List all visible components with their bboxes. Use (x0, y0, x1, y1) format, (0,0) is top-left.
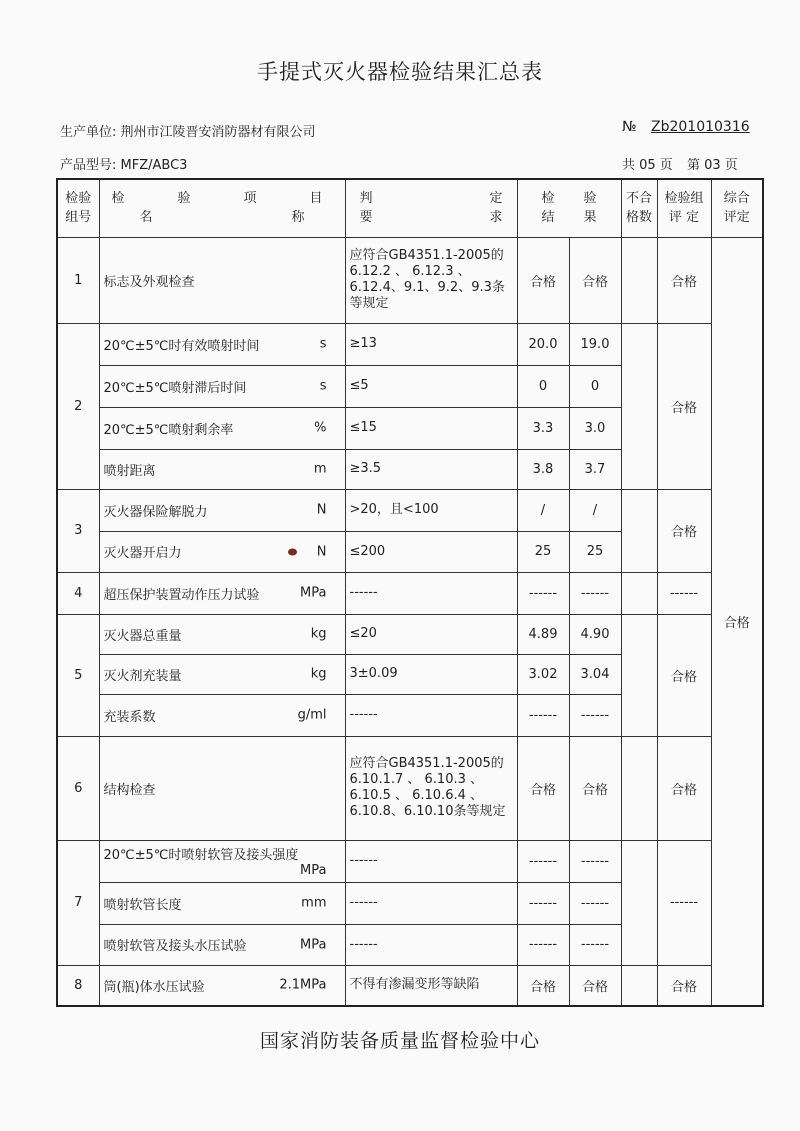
result-sample-1: ------ (517, 840, 569, 882)
group-number: 4 (57, 572, 99, 614)
table-row (57, 237, 763, 323)
group-number: 3 (57, 489, 99, 572)
requirement: >20，且<100 (345, 489, 517, 531)
result-sample-2: 19.0 (569, 323, 621, 365)
result-sample-1: 合格 (517, 965, 569, 1006)
result-sample-1: 合格 (517, 237, 569, 323)
result-sample-1: / (517, 489, 569, 531)
result-sample-2: 4.90 (569, 614, 621, 654)
group-number: 8 (57, 965, 99, 1006)
item-unit: g/ml (297, 707, 327, 723)
item-unit: MPa (300, 585, 327, 601)
nonconforming-count (621, 237, 657, 323)
result-sample-1: 4.89 (517, 614, 569, 654)
requirement: ------ (345, 694, 517, 736)
item-unit: % (314, 420, 327, 436)
result-sample-1: 合格 (517, 736, 569, 840)
item-unit: m (313, 461, 327, 477)
producer-name: 荆州市江陵晋安消防器材有限公司 (120, 125, 316, 140)
item-name (99, 572, 345, 614)
item-name (99, 924, 345, 965)
result-sample-1: 3.8 (517, 449, 569, 489)
group-number: 7 (57, 840, 99, 965)
table-row (57, 323, 763, 365)
requirement: 应符合GB4351.1-2005的6.12.2 、 6.12.3 、6.12.4、9.1、9.2、9.3条等规定 (345, 237, 517, 323)
group-evaluation: ------ (657, 840, 711, 965)
ink-blot (288, 548, 297, 555)
item-unit: N (316, 544, 327, 559)
producer-line (60, 121, 316, 140)
item-label: 灭火器开启力 (103, 546, 182, 561)
model-label: 产品型号: (60, 158, 117, 173)
item-name (99, 531, 345, 572)
report-title: 手提式灭火器检验结果汇总表 (257, 60, 543, 84)
item-unit: kg (310, 666, 327, 682)
item-name (99, 365, 345, 407)
item-unit: s (319, 378, 327, 394)
result-sample-2: 合格 (569, 736, 621, 840)
header-overall: 综合 评定 (711, 179, 763, 237)
group-evaluation: 合格 (657, 614, 711, 736)
requirement: ------ (345, 924, 517, 965)
group-number: 2 (57, 323, 99, 489)
item-unit: s (319, 336, 327, 352)
item-unit: N (316, 502, 327, 518)
result-sample-2: ------ (569, 882, 621, 924)
item-name (99, 407, 345, 449)
requirement: ≥13 (345, 323, 517, 365)
item-label: 喷射距离 (103, 463, 156, 479)
item-name (99, 449, 345, 489)
result-sample-1: ------ (517, 882, 569, 924)
result-sample-2: ------ (569, 924, 621, 965)
number-value: Zb201010316 (651, 119, 750, 135)
result-sample-2: ------ (569, 572, 621, 614)
item-label: 灭火器保险解脱力 (103, 504, 208, 520)
requirement: 3±0.09 (345, 654, 517, 694)
table-row (57, 840, 763, 882)
result-sample-2: 合格 (569, 965, 621, 1006)
requirement: ≤15 (345, 407, 517, 449)
table-row (57, 614, 763, 654)
page-number: 第 03 页 (686, 158, 738, 173)
item-name (99, 614, 345, 654)
page-count: 共 05 页 (622, 158, 673, 173)
result-sample-2: 合格 (569, 237, 621, 323)
requirement: ≤5 (345, 365, 517, 407)
result-sample-2: 3.7 (569, 449, 621, 489)
header-item-name: 检 验 项 目 名 称 (99, 179, 345, 237)
item-name (99, 965, 345, 1006)
requirement: ------ (345, 572, 517, 614)
group-evaluation: 合格 (657, 489, 711, 572)
requirement: 不得有渗漏变形等缺陷 (345, 965, 517, 1006)
requirement: 应符合GB4351.1-2005的6.10.1.7 、 6.10.3 、6.10.5 、 6.10.6.4 、6.10.8、6.10.10条等规定 (345, 736, 517, 840)
item-label: 20℃±5℃时喷射软管及接头强度 (103, 848, 299, 863)
item-name (99, 323, 345, 365)
overall-evaluation: 合格 (711, 237, 763, 1006)
result-sample-2: 3.0 (569, 407, 621, 449)
table-row (57, 965, 763, 1006)
item-name (99, 882, 345, 924)
header-group-eval: 检验组 评 定 (657, 179, 711, 237)
table-row (57, 736, 763, 840)
group-number: 6 (57, 736, 99, 840)
nonconforming-count (621, 323, 657, 489)
producer-label: 生产单位: (60, 125, 117, 140)
item-unit: mm (301, 895, 327, 911)
header-row (57, 179, 763, 237)
item-name (99, 694, 345, 736)
group-number: 1 (57, 237, 99, 323)
group-evaluation: 合格 (657, 965, 711, 1006)
item-name (99, 736, 345, 840)
nonconforming-count (621, 840, 657, 965)
results-table (56, 178, 764, 1007)
result-sample-2: 25 (569, 531, 621, 572)
group-number: 5 (57, 614, 99, 736)
nonconforming-count (621, 614, 657, 736)
result-sample-1: 3.02 (517, 654, 569, 694)
item-label: 20℃±5℃喷射滞后时间 (103, 380, 247, 396)
footer-org: 国家消防装备质量监督检验中心 (259, 1030, 540, 1052)
header-result: 检 验 结 果 (517, 179, 621, 237)
item-name (99, 654, 345, 694)
item-label: 20℃±5℃时有效喷射时间 (103, 338, 260, 354)
item-label: 喷射软管及接头水压试验 (103, 939, 247, 954)
item-unit: MPa (300, 937, 327, 952)
item-label: 灭火剂充装量 (103, 668, 182, 684)
item-unit: kg (310, 626, 327, 642)
requirement: ≤200 (345, 531, 517, 572)
requirement: ------ (345, 882, 517, 924)
group-evaluation: 合格 (657, 237, 711, 323)
result-sample-2: ------ (569, 694, 621, 736)
result-sample-2: 3.04 (569, 654, 621, 694)
item-label: 超压保护装置动作压力试验 (103, 587, 260, 603)
result-sample-1: 0 (517, 365, 569, 407)
nonconforming-count (621, 736, 657, 840)
result-sample-1: 3.3 (517, 407, 569, 449)
result-sample-1: 20.0 (517, 323, 569, 365)
result-sample-2: ------ (569, 840, 621, 882)
nonconforming-count (621, 572, 657, 614)
header-group-no: 检验 组号 (57, 179, 99, 237)
item-unit: 2.1MPa (279, 977, 327, 993)
item-label: 结构检查 (103, 782, 156, 798)
number-label: № (622, 119, 637, 135)
item-label: 灭火器总重量 (103, 628, 182, 644)
model-line (60, 154, 187, 173)
group-evaluation: ------ (657, 572, 711, 614)
item-name (99, 840, 345, 882)
result-sample-1: 25 (517, 531, 569, 572)
model-value: MFZ/ABC3 (120, 158, 188, 173)
item-label: 喷射软管长度 (103, 897, 182, 913)
item-name (99, 237, 345, 323)
report-number (622, 119, 750, 135)
group-evaluation: 合格 (657, 323, 711, 489)
result-sample-1: ------ (517, 694, 569, 736)
header-requirement: 判 定 要 求 (345, 179, 517, 237)
result-sample-2: 0 (569, 365, 621, 407)
requirement: ≥3.5 (345, 449, 517, 489)
table-row (57, 489, 763, 531)
item-label: 充装系数 (103, 709, 156, 725)
item-unit: MPa (300, 863, 327, 878)
result-sample-2: / (569, 489, 621, 531)
requirement: ------ (345, 840, 517, 882)
item-label: 筒(瓶)体水压试验 (103, 979, 205, 995)
header-nonconforming: 不合 格数 (621, 179, 657, 237)
nonconforming-count (621, 965, 657, 1006)
table-row (57, 572, 763, 614)
result-sample-1: ------ (517, 572, 569, 614)
item-label: 20℃±5℃喷射剩余率 (103, 422, 234, 438)
nonconforming-count (621, 489, 657, 572)
result-sample-1: ------ (517, 924, 569, 965)
group-evaluation: 合格 (657, 736, 711, 840)
requirement: ≤20 (345, 614, 517, 654)
item-label: 标志及外观检查 (103, 274, 195, 290)
page-info (622, 154, 738, 173)
item-name (99, 489, 345, 531)
